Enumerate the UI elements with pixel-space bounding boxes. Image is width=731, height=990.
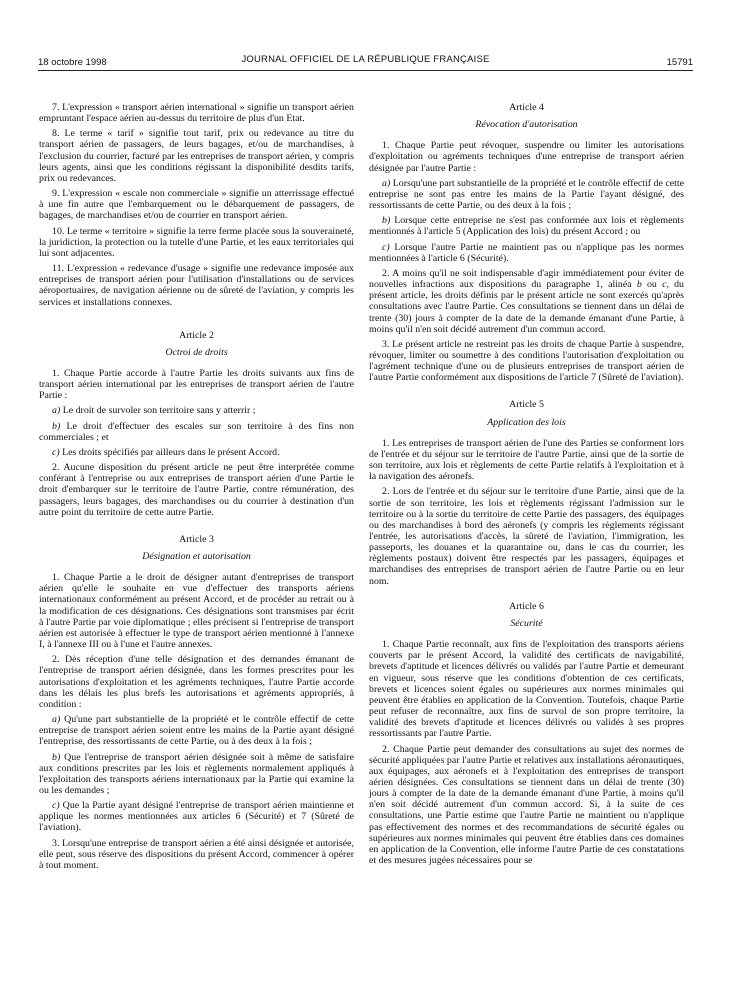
article-5-para-1: 1. Les entreprises de transport aérien de l'une des Parties se conforment lors de l'entrée et du séjour sur le territoire de l'autre Partie, ainsi que de la sortie de son territoire, aux lois et règlements de cette Partie relatifs à l'exploitation et à la navigation des aéronefs. <box>369 437 684 483</box>
article-3-para-1: 1. Chaque Partie a le droit de désigner autant d'entreprises de transport aérien qu'elle le souhaite en vue d'effectuer des transports aériens internationaux conformément au présent Accord, et de procéder au retrait ou à la modification de ces désignations. Ces désignations sont transmises par écrit à l'autre Partie par voie diplomatique ; elles précisent si l'entreprise de transport aérien est autorisée à effectuer le type de transport aérien mentionné à l'annexe I, à l'annexe III ou à l'une et l'autre annexes. <box>39 572 354 651</box>
article-3-item-b <box>39 752 354 797</box>
article-4-para-1: 1. Chaque Partie peut révoquer, suspendre ou limiter les autorisations d'exploitation ou agréments techniques d'une entreprise de transport aérien désignée par l'autre Partie : <box>369 140 684 174</box>
para-italic: b <box>636 279 642 291</box>
article-3-item-a <box>39 714 354 747</box>
item-text: Le droit de survoler son territoire sans y atterrir ; <box>60 405 256 417</box>
definition-8: 8. Le terme « tarif » signifie tout tarif, prix ou redevance au titre du transport aérien de passagers, de leurs bagages, et/ou de marchandises, à l'exclusion du courrier, facturé par les entreprises de transport aérien, y compris leurs agents, ainsi que les conditions régissant la disponibilité desdits tarifs, prix ou redevances. <box>39 128 354 184</box>
article-3-para-3: 3. Lorsqu'une entreprise de transport aérien a été ainsi désignée et autorisée, elle peut, sous réserve des dispositions du présent Accord, commencer à opérer à tout moment. <box>39 837 354 871</box>
article-5-heading: Article 5 <box>509 399 544 411</box>
page-header <box>38 54 693 68</box>
item-marker: a) <box>52 405 61 417</box>
article-3-para-2: 2. Dès réception d'une telle désignation et des demandes émanant de l'entreprise de transport aérien désignée, dans les formes prescrites pour les autorisations d'exploitation et les agréments techniques, l'autre Partie accorde dans les délais les plus brefs les autorisations et agréments appropriés, à condition : <box>39 654 354 710</box>
article-6-para-2: 2. Chaque Partie peut demander des consultations au sujet des normes de sécurité appliquées par l'autre Partie et relatives aux installations aéronautiques, aux équipages, aux aéronefs et à l'exploitation des entreprises de transport aérien désignées. Ces consultations se tiennent dans un délai de trente (30) jours à compter de la date de la demande émanant d'une Partie, à moins qu'il n'en soit décidé autrement d'un commun accord. Si, à la suite de ces consultations, une Partie estime que l'autre Partie ne maintient ou n'applique pas effectivement des normes et des recommandations de sécurité égales ou supérieures aux normes minimales qui peuvent être établies dans ces domaines en application de la Convention, elle informe l'autre Partie de ces constatations et des mesures jugées nécessaires pour se <box>369 743 684 867</box>
article-5-subtitle: Application des lois <box>487 416 566 428</box>
journal-title: JOURNAL OFFICIEL DE LA RÉPUBLIQUE FRANÇAISE <box>241 54 490 65</box>
item-text: Lorsque l'autre Partie ne maintient pas ou n'applique pas les normes mentionnées à l'article 6 (Sécurité). <box>369 241 684 264</box>
item-marker: a) <box>52 714 61 726</box>
article-3-heading: Article 3 <box>179 533 214 545</box>
article-4-para-2 <box>369 268 684 335</box>
item-text: Le droit d'effectuer des escales sur son territoire à des fins non commerciales ; et <box>39 420 354 443</box>
article-6-heading: Article 6 <box>509 600 544 612</box>
item-marker: c) <box>382 241 390 253</box>
item-text: Que l'entreprise de transport aérien désignée soit à même de satisfaire aux conditions prescrites par les lois et règlements normalement appliqués à l'exploitation des transports aériens internationaux par la Partie qui examine la ou les demandes ; <box>39 751 354 796</box>
item-marker: c) <box>52 446 60 458</box>
article-2-subtitle: Octroi de droits <box>165 346 228 358</box>
article-5-para-2: 2. Lors de l'entrée et du séjour sur le territoire d'une Partie, ainsi que de la sortie de son territoire, les lois et règlements régissant l'admission sur le territoire ou à la sortie du territoire de cette Partie des passagers, des équipages ou des marchandises à bord des aéronefs (y compris les règlements régissant l'entrée, les autorisations d'accès, la sûreté de l'aviation, l'immigration, les passeports, les douanes et la quarantaine ou, dans le cas du courrier, les règlements postaux) doivent être respectés par les passagers, équipages et marchandises des entreprises de transport aérien de l'autre Partie ou en leur nom. <box>369 486 684 587</box>
article-2-para-1: 1. Chaque Partie accorde à l'autre Partie les droits suivants aux fins de transport aérien international par les entreprises de transport aérien de l'autre Partie : <box>39 367 354 402</box>
page-number: 15791 <box>666 57 693 68</box>
article-2-item-a <box>39 405 354 416</box>
item-marker: a) <box>382 177 391 189</box>
article-6-subtitle: Sécurité <box>510 617 543 629</box>
item-text: Lorsqu'une part substantielle de la propriété et le contrôle effectif de cette entreprise ne sont pas entre les mains de la Partie l'ayant désigné, des ressortissants de cette Partie, ou des deux à la fois ; <box>369 177 684 212</box>
para-text: ou <box>641 279 663 291</box>
header-date: 18 octobre 1998 <box>38 57 107 68</box>
definition-10: 10. Le terme « territoire » signifie la terre ferme placée sous la souveraineté, la juridiction, la protection ou la tutelle d'une Partie, et les eaux territoriales qui lui sont adjacentes. <box>39 225 354 259</box>
para-text: 2. A moins qu'il ne soit indispensable d'agir immédiatement pour éviter de nouvelles infractions aux dispositions du paragraphe 1, alinéa <box>369 267 684 291</box>
left-column <box>39 102 354 875</box>
item-text: Lorsque cette entreprise ne s'est pas conformée aux lois et règlements mentionnés à l'article 5 (Application des lois) du présent Accord ; ou <box>369 215 684 238</box>
article-2-item-b <box>39 421 354 443</box>
article-3-item-c <box>39 800 354 833</box>
definition-9: 9. L'expression « escale non commerciale » signifie un atterrissage effectué à une fin autre que l'embarquement ou le débarquement de passagers, de bagages, de marchandises et/ou de courrier en transport aérien. <box>39 188 354 222</box>
item-text: Les droits spécifiés par ailleurs dans le présent Accord. <box>59 446 280 458</box>
right-column <box>369 102 684 870</box>
item-marker: c) <box>52 800 60 812</box>
article-2-item-c <box>39 447 354 458</box>
para-italic: c <box>662 279 667 291</box>
article-4-para-3: 3. Le présent article ne restreint pas les droits de chaque Partie à suspendre, révoquer, limiter ou soumettre à des conditions l'autorisation d'exploitation ou l'agrément technique d'une ou de plusieurs entreprises de transport aérien de l'autre Partie conformément aux dispositions de l'article 7 (Sûreté de l'aviation). <box>369 338 684 384</box>
item-text: Que la Partie ayant désigné l'entreprise de transport aérien maintienne et applique les normes mentionnées aux articles 6 (Sécurité) et 7 (Sûreté de l'aviation). <box>39 800 354 834</box>
para-text: , du présent article, les droits définis par le présent article ne sont exercés qu'après consultations avec l'autre Partie. Ces consultations se tiennent dans un délai de trente (30) jours à compter de la date de la demande émanant d'une Partie, à moins qu'il n'en soit décidé autrement d'un commun accord. <box>369 279 684 335</box>
header-rule <box>38 70 693 71</box>
item-marker: b) <box>382 215 391 227</box>
article-4-heading: Article 4 <box>509 102 544 113</box>
item-text: Qu'une part substantielle de la propriété et le contrôle effectif de cette entreprise de transport aérien soient entre les mains de la Partie ayant désigné l'entreprise, des ressortissants de cette Partie, ou à des deux à la fois ; <box>39 714 354 748</box>
article-3-subtitle: Désignation et autorisation <box>142 551 251 562</box>
article-6-para-1: 1. Chaque Partie reconnaît, aux fins de l'exploitation des transports aériens couverts par le présent Accord, la validité des certificats de navigabilité, brevets d'aptitude et licences délivrés ou validés par l'autre Partie et demeurant en vigueur, sous réserve que les conditions d'obtention de ces certificats, brevets et licences soient égales ou supérieures aux normes minimales qui peuvent être établies en application de la Convention. Toutefois, chaque Partie peut refuser de reconnaître, aux fins de survol de son propre territoire, la validité des brevets d'aptitude et licences délivrés ou validés à ses propres ressortissants par l'autre Partie. <box>369 639 684 740</box>
article-2-heading: Article 2 <box>179 329 214 341</box>
article-4-subtitle: Révocation d'autorisation <box>475 119 578 131</box>
item-marker: b) <box>52 420 61 432</box>
article-4-item-b <box>369 215 684 237</box>
item-marker: b) <box>52 751 61 763</box>
article-4-item-a <box>369 178 684 211</box>
definition-7: 7. L'expression « transport aérien international » signifie un transport aérien empruntant l'espace aérien au-dessus du territoire de plus d'un Etat. <box>39 102 354 125</box>
article-2-para-2: 2. Aucune disposition du présent article ne peut être interprétée comme conférant à l'entreprise ou aux entreprises de transport aérien d'une Partie le droit d'embarquer sur le territoire de l'autre Partie, contre rémunération, des passagers, leurs bagages, des marchandises ou du courrier à destination d'un autre point du territoire de cette autre Partie. <box>39 462 354 518</box>
definition-11: 11. L'expression « redevance d'usage » signifie une redevance imposée aux entreprises de transport aérien pour l'utilisation d'installations ou de services aéroportuaires, de navigation aérienne ou de sûreté de l'aviation, y compris les services et installations connexes. <box>39 263 354 308</box>
article-4-item-c <box>369 242 684 264</box>
